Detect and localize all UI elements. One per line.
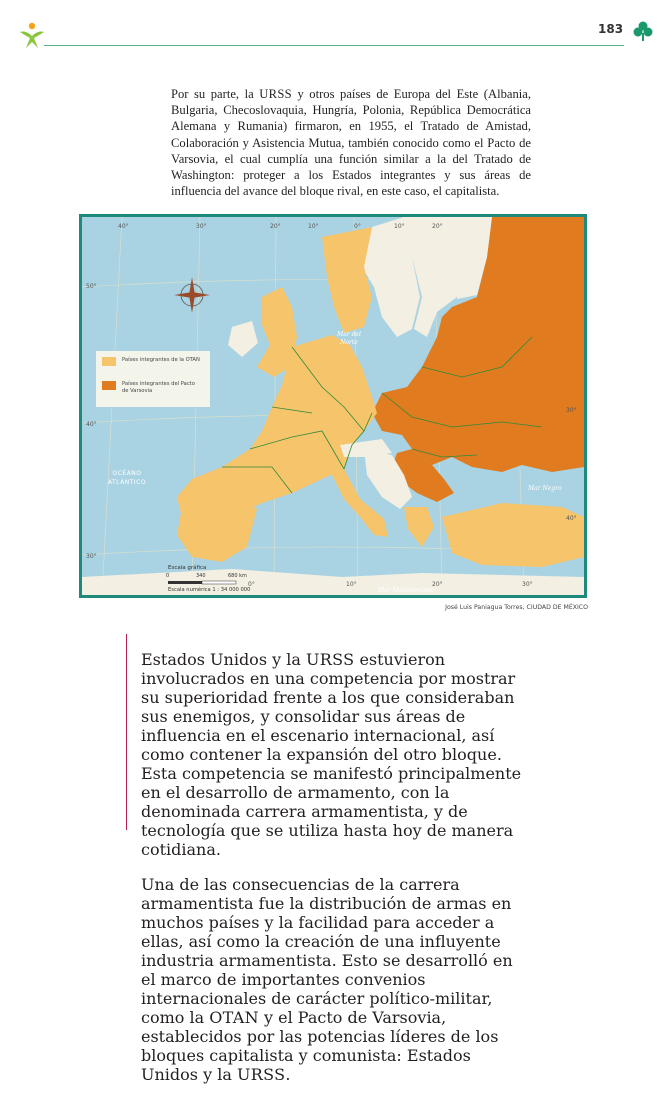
- figure-logo-icon: [16, 20, 48, 52]
- sea-label-black: Mar Negro: [528, 485, 562, 492]
- body-paragraph: Estados Unidos y la URSS estuvieron involucrados en una competencia por mostrar su superioridad frente a los que consideraban sus enemigos, y consolidar sus áreas de influencia en el escenario internacional, así como contener la expansión del otro bloque. Esta competencia se manifestó principalmente en el desarrollo de armamento, con la denominada carrera armamentista, y de tecnología que se utiliza hasta hoy de manera cotidiana.: [141, 650, 522, 859]
- europe-map: [79, 214, 587, 598]
- map-lat-label-right: 40°: [566, 515, 577, 522]
- legend-label-otan: Países integrantes de la OTAN: [122, 357, 200, 363]
- sea-label-atlantic: OCÉANO ATLÁNTICO: [107, 470, 147, 486]
- sea-label-north: Mar del Norte: [337, 331, 361, 346]
- map-lon-label: 10°: [308, 223, 319, 230]
- body-rule: [126, 634, 127, 830]
- map-lat-label-right: 30°: [566, 407, 577, 414]
- scale-tick: 680 km: [228, 573, 247, 579]
- body-paragraph: Una de las consecuencias de la carrera armamentista fue la distribución de armas en muchos países y la facilidad para acceder a ellas, así como la creación de una influyente industria armamentista. Esto se desarrolló en el marco de importantes convenios internacionales de carácter político-militar, como la OTAN y el Pacto de Varsovia, establecidos por las potencias líderes de los bloques capitalista y comunista: Estados Unidos y la URSS.: [141, 875, 513, 1084]
- map-lon-label: 20°: [432, 581, 443, 588]
- map-lon-label: 0°: [248, 581, 255, 588]
- map-lon-label: 20°: [432, 223, 443, 230]
- map-lon-label: 40°: [118, 223, 129, 230]
- map-lat-label: 30°: [86, 553, 97, 560]
- scale-title: Escala gráfica: [168, 565, 207, 571]
- map-lon-label: 30°: [522, 581, 533, 588]
- legend-swatch-varsovia: [102, 381, 116, 390]
- clover-icon: [632, 20, 654, 42]
- legend-swatch-otan: [102, 357, 116, 366]
- body-text: [141, 634, 532, 1100]
- header-rule: [44, 45, 624, 46]
- scale-numeric: Escala numérica 1 : 34 000 000: [168, 587, 251, 593]
- map-lon-label: 30°: [196, 223, 207, 230]
- scale-tick: 340: [196, 573, 206, 579]
- map-lon-label: 20°: [270, 223, 281, 230]
- map-credit: José Luis Paniagua Torres, CIUDAD DE MÉXICO: [445, 604, 588, 611]
- legend-label-varsovia: Países integrantes del Pacto de Varsovia: [122, 381, 195, 394]
- map-lon-label: 10°: [394, 223, 405, 230]
- map-lon-label: 0°: [354, 223, 361, 230]
- sea-label-med: Mar Mediterráneo: [378, 587, 435, 594]
- map-lat-label: 40°: [86, 421, 97, 428]
- scale-tick: 0: [166, 573, 170, 579]
- map-svg: [82, 217, 584, 595]
- intro-paragraph: Por su parte, la URSS y otros países de Europa del Este (Albania, Bulgaria, Checoslovaquia, Hungría, Polonia, República Democrática Alemana y Rumania) firmaron, en 1955, el Tratado de Amistad, Colaboración y Asistencia Mutua, también conocido como el Pacto de Varsovia, el cual cumplía una función similar a la del Tratado de Washington: proteger a los Estados integrantes y sus áreas de influencia del avance del bloque rival, en este caso, el capitalista.: [171, 87, 531, 199]
- page-number: 183: [598, 22, 624, 36]
- map-lat-label: 50°: [86, 283, 97, 290]
- map-lon-label: 10°: [346, 581, 357, 588]
